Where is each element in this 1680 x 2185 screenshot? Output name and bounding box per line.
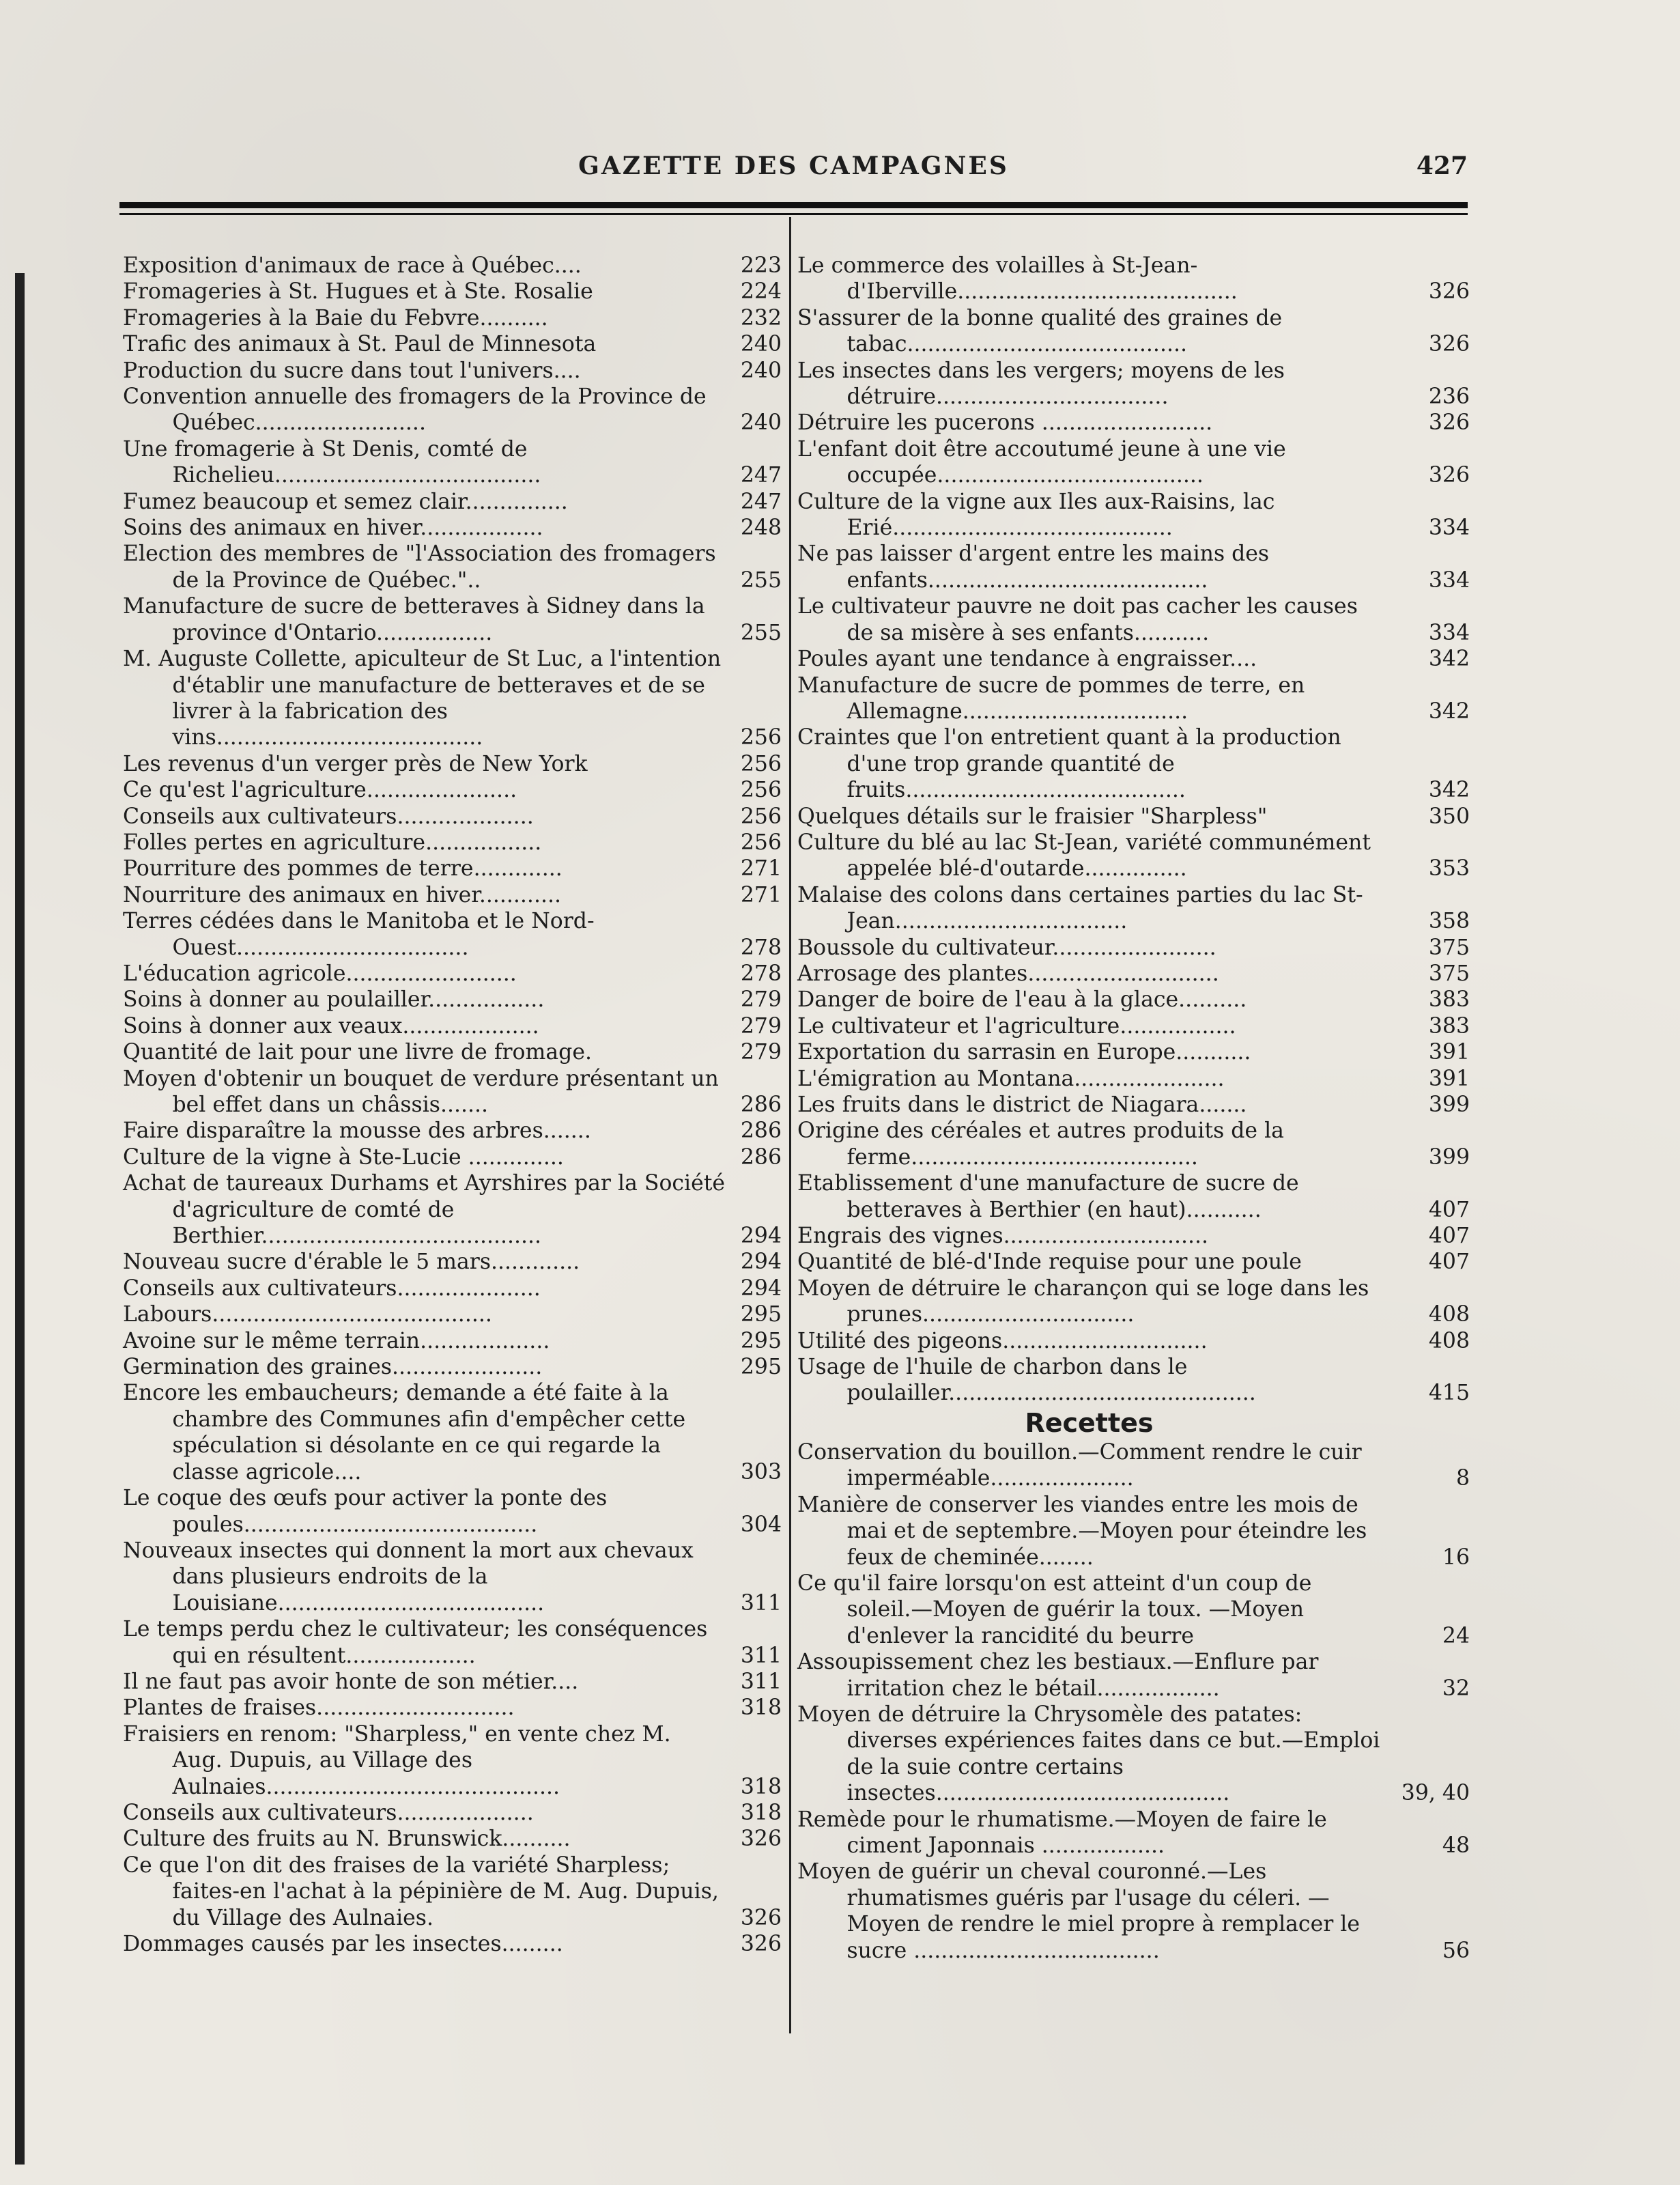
index-entry bbox=[123, 804, 782, 830]
entry-title: Quantité de blé-d'Inde requise pour une poule bbox=[797, 1250, 1302, 1275]
index-entry bbox=[123, 1118, 782, 1144]
entry-title: Faire disparaître la mousse des arbres....... bbox=[123, 1118, 591, 1144]
entry-title: Origine des céréales et autres produits de la ferme.......................................... bbox=[797, 1118, 1284, 1170]
recettes-list bbox=[797, 1439, 1470, 1964]
page-number: 427 bbox=[1416, 152, 1468, 180]
entry-title: M. Auguste Collette, apiculteur de St Luc, a l'intention d'établir une manufacture de betteraves et de se livrer à la fabrication des vins....................................... bbox=[123, 647, 722, 750]
entry-page: 279 bbox=[740, 1040, 782, 1065]
recettes-heading: Recettes bbox=[1025, 1407, 1154, 1438]
entry-title: Encore les embaucheurs; demande a été faite à la chambre des Communes afin d'empêcher cette spéculation si désolante en ce qui regarde la classe agricole.... bbox=[123, 1381, 686, 1484]
index-entry bbox=[123, 1616, 782, 1669]
entry-title: Quelques détails sur le fraisier "Sharpless" bbox=[797, 804, 1268, 829]
entry-page: 311 bbox=[740, 1590, 782, 1616]
entry-page: 407 bbox=[1428, 1224, 1470, 1249]
entry-title: L'enfant doit être accoutumé jeune à une vie occupée....................................... bbox=[797, 436, 1286, 488]
entry-page: 286 bbox=[740, 1144, 782, 1170]
index-entry bbox=[123, 1170, 782, 1249]
entry-title: Craintes que l'on entretient quant à la production d'une trop grande quantité de fruits......................................... bbox=[797, 725, 1341, 803]
entry-title: Assoupissement chez les bestiaux.—Enflure par irritation chez le bétail.................. bbox=[797, 1650, 1319, 1701]
index-entry bbox=[123, 1538, 782, 1616]
entry-title: Arrosage des plantes............................ bbox=[797, 961, 1219, 986]
index-entry bbox=[797, 489, 1470, 541]
entry-page: 334 bbox=[1428, 567, 1470, 593]
entry-page: 415 bbox=[1428, 1381, 1470, 1406]
entry-page: 279 bbox=[740, 1013, 782, 1039]
entry-title: Moyen de détruire la Chrysomèle des patates: diverses expériences faites dans ce but.—Emploi de la suie contre certains insectes........................................... bbox=[797, 1702, 1380, 1806]
entry-title: L'émigration au Montana...................... bbox=[797, 1066, 1225, 1091]
index-entry bbox=[123, 1144, 782, 1170]
index-entry bbox=[123, 1721, 782, 1800]
entry-title: Danger de boire de l'eau à la glace.......... bbox=[797, 987, 1247, 1013]
entry-page: 240 bbox=[740, 358, 782, 383]
entry-page: 286 bbox=[740, 1092, 782, 1117]
index-entry bbox=[123, 1301, 782, 1327]
index-entry bbox=[123, 777, 782, 803]
entry-page: 295 bbox=[740, 1302, 782, 1327]
index-entry bbox=[797, 646, 1470, 672]
entry-page: 295 bbox=[740, 1355, 782, 1380]
entry-page: 399 bbox=[1428, 1144, 1470, 1170]
index-entry bbox=[797, 1039, 1470, 1065]
entry-page: 350 bbox=[1428, 804, 1470, 829]
entry-title: Le coque des œufs pour activer la ponte des poules........................................... bbox=[123, 1486, 608, 1537]
entry-page: 326 bbox=[1428, 332, 1470, 357]
entry-page: 256 bbox=[740, 830, 782, 855]
entry-page: 256 bbox=[740, 778, 782, 803]
entry-page: 358 bbox=[1428, 909, 1470, 934]
entry-page: 232 bbox=[740, 305, 782, 330]
index-column-right bbox=[797, 253, 1470, 1964]
entry-page: 39, 40 bbox=[1401, 1781, 1470, 1806]
index-entry bbox=[123, 358, 782, 384]
index-entry bbox=[123, 987, 782, 1013]
entry-title: Une fromagerie à St Denis, comté de Richelieu....................................... bbox=[123, 436, 541, 488]
entry-title: Moyen de guérir un cheval couronné.—Les rhumatismes guéris par l'usage du céleri. —Moyen de rendre le miel propre à remplacer le sucre .................................... bbox=[797, 1859, 1360, 1963]
entry-page: 56 bbox=[1442, 1938, 1470, 1963]
index-entry bbox=[797, 1249, 1470, 1275]
entry-page: 255 bbox=[740, 620, 782, 645]
entry-page: 407 bbox=[1428, 1197, 1470, 1222]
entry-page: 24 bbox=[1442, 1623, 1470, 1648]
entry-title: Germination des graines...................... bbox=[123, 1355, 543, 1380]
column-divider bbox=[789, 217, 791, 2033]
index-entry bbox=[123, 1852, 782, 1931]
index-entry bbox=[797, 1807, 1470, 1859]
entry-page: 240 bbox=[740, 332, 782, 357]
index-entry bbox=[797, 358, 1470, 410]
entry-title: Les insectes dans les vergers; moyens de les détruire.................................. bbox=[797, 358, 1285, 410]
entry-page: 286 bbox=[740, 1118, 782, 1144]
entry-page: 408 bbox=[1428, 1328, 1470, 1353]
index-entry bbox=[797, 305, 1470, 358]
index-entry bbox=[797, 410, 1470, 436]
index-entry bbox=[123, 1328, 782, 1354]
entry-page: 248 bbox=[740, 516, 782, 541]
entry-title: Moyen d'obtenir un bouquet de verdure présentant un bel effet dans un châssis....... bbox=[123, 1066, 719, 1117]
entry-page: 326 bbox=[1428, 463, 1470, 488]
index-entry bbox=[123, 489, 782, 515]
entry-title: Culture du blé au lac St-Jean, variété communément appelée blé-d'outarde............... bbox=[797, 830, 1371, 882]
index-entry bbox=[797, 1092, 1470, 1118]
entry-title: Dommages causés par les insectes......... bbox=[123, 1932, 563, 1956]
entry-title: Manière de conserver les viandes entre les mois de mai et de septembre.—Moyen pour éteindre les feux de cheminée........ bbox=[797, 1492, 1367, 1570]
entry-page: 326 bbox=[1428, 279, 1470, 305]
index-entry bbox=[123, 961, 782, 987]
entry-page: 271 bbox=[740, 882, 782, 907]
index-entry bbox=[123, 384, 782, 436]
entry-title: Engrais des vignes.............................. bbox=[797, 1224, 1209, 1249]
entry-title: Trafic des animaux à St. Paul de Minnesota bbox=[123, 332, 597, 357]
entry-page: 318 bbox=[740, 1695, 782, 1721]
entry-title: Le cultivateur et l'agriculture................. bbox=[797, 1013, 1236, 1039]
entry-page: 342 bbox=[1428, 647, 1470, 672]
entry-page: 304 bbox=[740, 1512, 782, 1537]
index-entry bbox=[797, 1170, 1470, 1223]
index-entry bbox=[123, 1485, 782, 1538]
index-entry bbox=[123, 856, 782, 882]
entry-title: Ce qu'il faire lorsqu'on est atteint d'un coup de soleil.—Moyen de guérir la toux. —Moyen d'enlever la rancidité du beurre bbox=[797, 1570, 1312, 1648]
entry-page: 318 bbox=[740, 1800, 782, 1825]
entry-title: Boussole du cultivateur........................ bbox=[797, 935, 1216, 960]
index-entry bbox=[123, 279, 782, 305]
entry-page: 326 bbox=[740, 1827, 782, 1852]
index-column-left bbox=[123, 253, 782, 1957]
entry-page: 318 bbox=[740, 1774, 782, 1799]
entry-title: Exportation du sarrasin en Europe........... bbox=[797, 1040, 1251, 1065]
index-entry bbox=[797, 1066, 1470, 1092]
index-entry bbox=[123, 1695, 782, 1721]
entry-title: Avoine sur le même terrain................... bbox=[123, 1328, 550, 1353]
entry-page: 408 bbox=[1428, 1302, 1470, 1327]
entry-page: 271 bbox=[740, 856, 782, 882]
index-entry bbox=[797, 1439, 1470, 1492]
entry-page: 294 bbox=[740, 1275, 782, 1301]
index-entry bbox=[123, 305, 782, 331]
index-entry bbox=[123, 541, 782, 593]
entry-page: 294 bbox=[740, 1224, 782, 1249]
entry-page: 334 bbox=[1428, 516, 1470, 541]
entry-page: 278 bbox=[740, 961, 782, 986]
entry-page: 326 bbox=[740, 1932, 782, 1956]
entry-title: Les revenus d'un verger près de New York bbox=[123, 751, 588, 776]
entry-page: 255 bbox=[740, 567, 782, 593]
entry-page: 32 bbox=[1442, 1676, 1470, 1701]
margin-bar bbox=[15, 273, 25, 2165]
entry-page: 295 bbox=[740, 1328, 782, 1353]
index-entry bbox=[797, 830, 1470, 882]
index-entry bbox=[123, 646, 782, 751]
entry-title: Fromageries à la Baie du Febvre.......... bbox=[123, 305, 548, 330]
entry-title: Poules ayant une tendance à engraisser.... bbox=[797, 647, 1257, 672]
entry-page: 256 bbox=[740, 725, 782, 750]
entry-title: Soins des animaux en hiver.................. bbox=[123, 516, 543, 541]
page-header bbox=[119, 152, 1468, 193]
entry-title: Convention annuelle des fromagers de la Province de Québec......................... bbox=[123, 384, 707, 436]
entry-page: 353 bbox=[1428, 856, 1470, 882]
index-entry bbox=[797, 1492, 1470, 1570]
entry-page: 236 bbox=[1428, 384, 1470, 410]
entry-title: Soins à donner au poulailler................. bbox=[123, 987, 545, 1013]
index-entry bbox=[797, 882, 1470, 935]
index-entry bbox=[797, 1118, 1470, 1170]
index-entry bbox=[797, 987, 1470, 1013]
entry-page: 383 bbox=[1428, 1013, 1470, 1039]
index-entry bbox=[123, 1931, 782, 1957]
entry-title: Culture des fruits au N. Brunswick.......... bbox=[123, 1827, 571, 1852]
entry-title: Plantes de fraises............................. bbox=[123, 1695, 515, 1721]
entry-page: 391 bbox=[1428, 1040, 1470, 1065]
index-entry bbox=[797, 1275, 1470, 1328]
entry-page: 407 bbox=[1428, 1250, 1470, 1275]
index-entry bbox=[797, 593, 1470, 646]
entry-page: 311 bbox=[740, 1669, 782, 1694]
index-entry bbox=[797, 1570, 1470, 1649]
entry-page: 247 bbox=[740, 489, 782, 514]
entry-title: Malaise des colons dans certaines parties du lac St-Jean.................................. bbox=[797, 882, 1363, 934]
entry-title: Usage de l'huile de charbon dans le poulailler............................................. bbox=[797, 1355, 1256, 1406]
entry-title: Conseils aux cultivateurs..................... bbox=[123, 1275, 541, 1301]
entry-title: Détruire les pucerons ......................... bbox=[797, 410, 1213, 436]
index-entry bbox=[797, 436, 1470, 489]
index-entry bbox=[123, 830, 782, 856]
entry-title: Conseils aux cultivateurs.................... bbox=[123, 804, 534, 829]
index-entry bbox=[797, 673, 1470, 725]
index-entry bbox=[797, 253, 1470, 305]
publication-title: GAZETTE DES CAMPAGNES bbox=[578, 152, 1009, 180]
entry-page: 16 bbox=[1442, 1545, 1470, 1570]
entry-page: 48 bbox=[1442, 1833, 1470, 1858]
index-entry bbox=[797, 1354, 1470, 1407]
index-entry bbox=[797, 804, 1470, 830]
entry-title: Etablissement d'une manufacture de sucre de betteraves à Berthier (en haut)........... bbox=[797, 1171, 1299, 1222]
entry-title: Manufacture de sucre de betteraves à Sidney dans la province d'Ontario................. bbox=[123, 594, 705, 645]
entry-title: Production du sucre dans tout l'univers.... bbox=[123, 358, 581, 383]
header-rule-thick bbox=[119, 202, 1468, 208]
index-entry bbox=[797, 1223, 1470, 1249]
index-entry bbox=[123, 751, 782, 777]
index-entry bbox=[123, 1800, 782, 1826]
entry-title: Nourriture des animaux en hiver............ bbox=[123, 882, 561, 907]
entry-title: Soins à donner aux veaux.................... bbox=[123, 1013, 539, 1039]
entry-title: Ce que l'on dit des fraises de la variété Sharpless; faites-en l'achat à la pépinière de M. Aug. Dupuis, du Village des Aulnaies. bbox=[123, 1852, 719, 1930]
index-entry bbox=[123, 908, 782, 961]
entry-page: 240 bbox=[740, 410, 782, 436]
index-entry bbox=[123, 1013, 782, 1039]
index-entry bbox=[797, 541, 1470, 593]
entry-page: 303 bbox=[740, 1459, 782, 1484]
entry-page: 375 bbox=[1428, 935, 1470, 960]
index-list-right bbox=[797, 253, 1470, 1407]
entry-page: 224 bbox=[740, 279, 782, 305]
index-entry bbox=[797, 961, 1470, 987]
entry-title: Fromageries à St. Hugues et à Ste. Rosalie bbox=[123, 279, 593, 305]
entry-title: Election des membres de "l'Association des fromagers de la Province de Québec.".. bbox=[123, 541, 716, 593]
index-entry bbox=[797, 1013, 1470, 1039]
index-entry bbox=[797, 1328, 1470, 1354]
entry-title: Labours......................................... bbox=[123, 1302, 492, 1327]
entry-page: 294 bbox=[740, 1250, 782, 1275]
entry-page: 223 bbox=[740, 253, 782, 278]
entry-page: 342 bbox=[1428, 778, 1470, 803]
index-entry bbox=[123, 1275, 782, 1301]
index-entry bbox=[123, 1039, 782, 1065]
entry-page: 279 bbox=[740, 987, 782, 1013]
entry-page: 334 bbox=[1428, 620, 1470, 645]
entry-page: 247 bbox=[740, 463, 782, 488]
entry-title: Conservation du bouillon.—Comment rendre le cuir imperméable..................... bbox=[797, 1439, 1362, 1491]
entry-title: Nouveaux insectes qui donnent la mort aux chevaux dans plusieurs endroits de la Louisiane....................................... bbox=[123, 1538, 694, 1616]
entry-title: Pourriture des pommes de terre............. bbox=[123, 856, 563, 882]
index-entry bbox=[797, 1702, 1470, 1807]
index-entry bbox=[123, 1669, 782, 1695]
index-entry bbox=[123, 436, 782, 489]
index-entry bbox=[123, 331, 782, 357]
entry-title: Achat de taureaux Durhams et Ayrshires par la Société d'agriculture de comté de Berthier......................................... bbox=[123, 1171, 726, 1249]
entry-title: Nouveau sucre d'érable le 5 mars............. bbox=[123, 1250, 580, 1275]
index-entry bbox=[123, 515, 782, 541]
entry-page: 326 bbox=[740, 1905, 782, 1930]
entry-page: 8 bbox=[1455, 1466, 1470, 1491]
index-entry bbox=[797, 1859, 1470, 1964]
entry-page: 391 bbox=[1428, 1066, 1470, 1091]
entry-title: Exposition d'animaux de race à Québec.... bbox=[123, 253, 582, 278]
index-entry bbox=[797, 724, 1470, 803]
entry-page: 256 bbox=[740, 804, 782, 829]
entry-title: Manufacture de sucre de pommes de terre, en Allemagne................................. bbox=[797, 673, 1305, 724]
entry-title: Terres cédées dans le Manitoba et le Nord-Ouest.................................. bbox=[123, 909, 595, 960]
entry-title: Le cultivateur pauvre ne doit pas cacher les causes de sa misère à ses enfants........... bbox=[797, 594, 1358, 645]
entry-title: Quantité de lait pour une livre de fromage. bbox=[123, 1040, 592, 1065]
header-rule-thin bbox=[119, 213, 1468, 215]
entry-title: Moyen de détruire le charançon qui se loge dans les prunes............................... bbox=[797, 1275, 1369, 1327]
index-entry bbox=[123, 1354, 782, 1380]
index-entry bbox=[123, 1066, 782, 1118]
entry-title: Remède pour le rhumatisme.—Moyen de faire le ciment Japonnais .................. bbox=[797, 1807, 1327, 1858]
entry-title: Ne pas laisser d'argent entre les mains des enfants......................................... bbox=[797, 541, 1270, 593]
index-entry bbox=[797, 1649, 1470, 1702]
entry-page: 326 bbox=[1428, 410, 1470, 436]
entry-title: Utilité des pigeons.............................. bbox=[797, 1328, 1208, 1353]
entry-title: Culture de la vigne aux Iles aux-Raisins, lac Erié......................................... bbox=[797, 489, 1275, 541]
index-entry bbox=[123, 1380, 782, 1485]
entry-title: Culture de la vigne à Ste-Lucie .............. bbox=[123, 1144, 564, 1170]
entry-title: Le temps perdu chez le cultivateur; les conséquences qui en résultent................... bbox=[123, 1617, 708, 1668]
entry-title: Les fruits dans le district de Niagara....... bbox=[797, 1092, 1247, 1117]
entry-page: 399 bbox=[1428, 1092, 1470, 1117]
entry-title: Le commerce des volailles à St-Jean-d'Iberville......................................... bbox=[797, 253, 1238, 305]
entry-title: L'éducation agricole......................... bbox=[123, 961, 517, 986]
entry-title: Ce qu'est l'agriculture...................... bbox=[123, 778, 517, 803]
entry-page: 375 bbox=[1428, 961, 1470, 986]
index-entry bbox=[123, 1826, 782, 1852]
entry-page: 278 bbox=[740, 935, 782, 960]
entry-title: Fumez beaucoup et semez clair............... bbox=[123, 489, 568, 514]
index-entry bbox=[123, 882, 782, 908]
entry-title: Folles pertes en agriculture................. bbox=[123, 830, 542, 855]
entry-title: Fraisiers en renom: "Sharpless," en vente chez M. Aug. Dupuis, au Village des Aulnaies........................................... bbox=[123, 1721, 671, 1799]
index-entry bbox=[123, 253, 782, 279]
index-entry bbox=[123, 1249, 782, 1275]
entry-page: 256 bbox=[740, 751, 782, 776]
entry-title: S'assurer de la bonne qualité des graines de tabac......................................... bbox=[797, 305, 1283, 357]
index-entry bbox=[797, 935, 1470, 961]
entry-page: 383 bbox=[1428, 987, 1470, 1013]
entry-page: 342 bbox=[1428, 699, 1470, 724]
index-entry bbox=[123, 593, 782, 646]
entry-title: Conseils aux cultivateurs.................... bbox=[123, 1800, 534, 1825]
entry-page: 311 bbox=[740, 1643, 782, 1668]
entry-title: Il ne faut pas avoir honte de son métier.... bbox=[123, 1669, 579, 1694]
